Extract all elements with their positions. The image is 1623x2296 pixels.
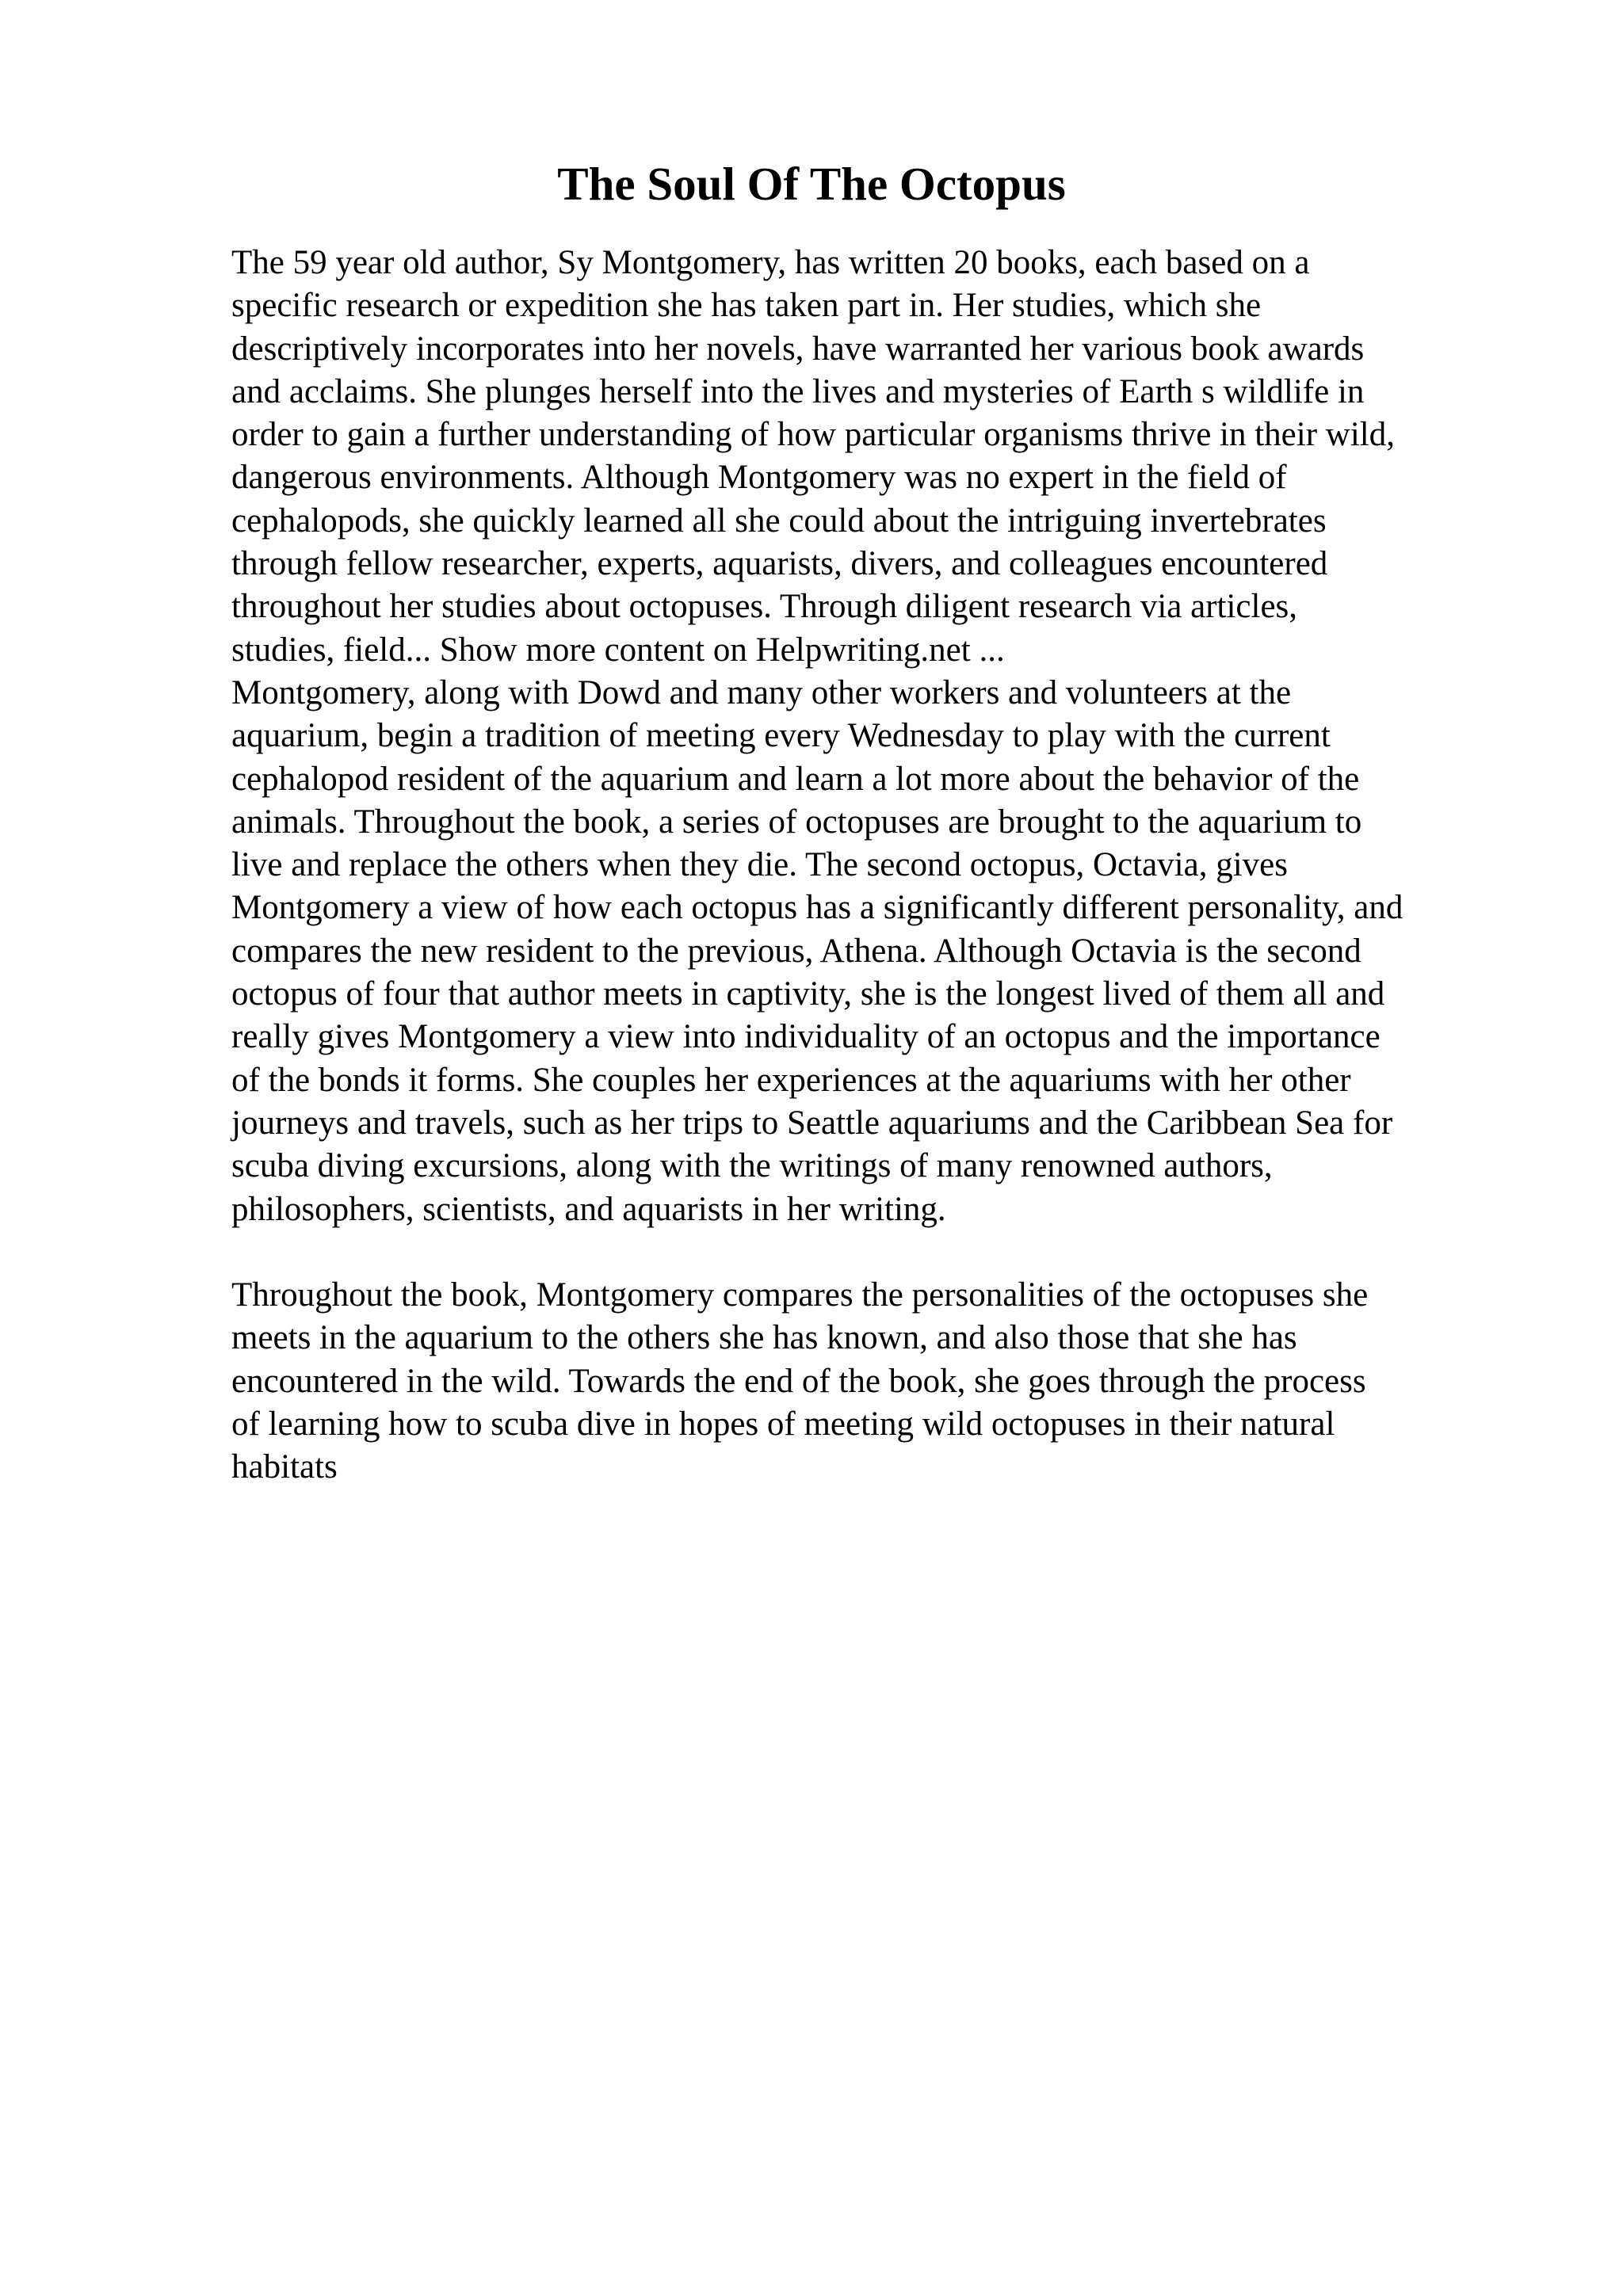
text-line: really gives Montgomery a view into individuality of an octopus and the importance [231, 1018, 1381, 1056]
document-body [231, 242, 1515, 1489]
text-line: live and replace the others when they die. The second octopus, Octavia, gives [231, 846, 1288, 884]
paragraph-2 [231, 672, 1515, 1231]
text-line: aquarium, begin a tradition of meeting every Wednesday to play with the current [231, 717, 1331, 755]
text-line: Montgomery, along with Dowd and many other workers and volunteers at the [231, 673, 1292, 711]
text-line: descriptively incorporates into her novels, have warranted her various book awards [231, 330, 1365, 368]
text-line: throughout her studies about octopuses. Through diligent research via articles, [231, 588, 1298, 626]
text-line: cephalopod resident of the aquarium and learn a lot more about the behavior of the [231, 760, 1360, 798]
text-line: of the bonds it forms. She couples her experiences at the aquariums with her other [231, 1061, 1351, 1099]
text-line: habitats [231, 1448, 338, 1486]
text-line: Montgomery a view of how each octopus has a significantly different personality, and [231, 889, 1403, 927]
text-line: and acclaims. She plunges herself into the lives and mysteries of Earth s wildlife in [231, 372, 1365, 410]
text-line: scuba diving excursions, along with the writings of many renowned authors, [231, 1147, 1273, 1185]
text-line: specific research or expedition she has taken part in. Her studies, which she [231, 287, 1262, 325]
paragraph-1 [231, 242, 1515, 672]
text-line: order to gain a further understanding of how particular organisms thrive in their wild, [231, 416, 1395, 454]
text-line: philosophers, scientists, and aquarists in her writing. [231, 1190, 946, 1228]
text-line: compares the new resident to the previous, Athena. Although Octavia is the second [231, 932, 1361, 970]
document-title: The Soul Of The Octopus [557, 158, 1066, 210]
paragraph-3 [231, 1274, 1515, 1489]
text-line: studies, field... Show more content on Helpwriting.net ... [231, 631, 1005, 669]
text-line: through fellow researcher, experts, aquarists, divers, and colleagues encountered [231, 545, 1328, 583]
text-line: encountered in the wild. Towards the end of the book, she goes through the process [231, 1362, 1366, 1400]
text-line: The 59 year old author, Sy Montgomery, has written 20 books, each based on a [231, 244, 1310, 281]
text-line: of learning how to scuba dive in hopes of meeting wild octopuses in their natural [231, 1405, 1335, 1444]
text-line: dangerous environments. Although Montgomery was no expert in the field of [231, 459, 1287, 497]
text-line: Throughout the book, Montgomery compares the personalities of the octopuses she [231, 1276, 1369, 1314]
text-line: meets in the aquarium to the others she has known, and also those that she has [231, 1319, 1297, 1357]
text-line: cephalopods, she quickly learned all she could about the intriguing invertebrates [231, 502, 1327, 540]
text-line: animals. Throughout the book, a series of octopuses are brought to the aquarium to [231, 803, 1362, 841]
text-line: octopus of four that author meets in captivity, she is the longest lived of them all and [231, 975, 1385, 1013]
text-line: journeys and travels, such as her trips to Seattle aquariums and the Caribbean Sea for [231, 1104, 1393, 1142]
